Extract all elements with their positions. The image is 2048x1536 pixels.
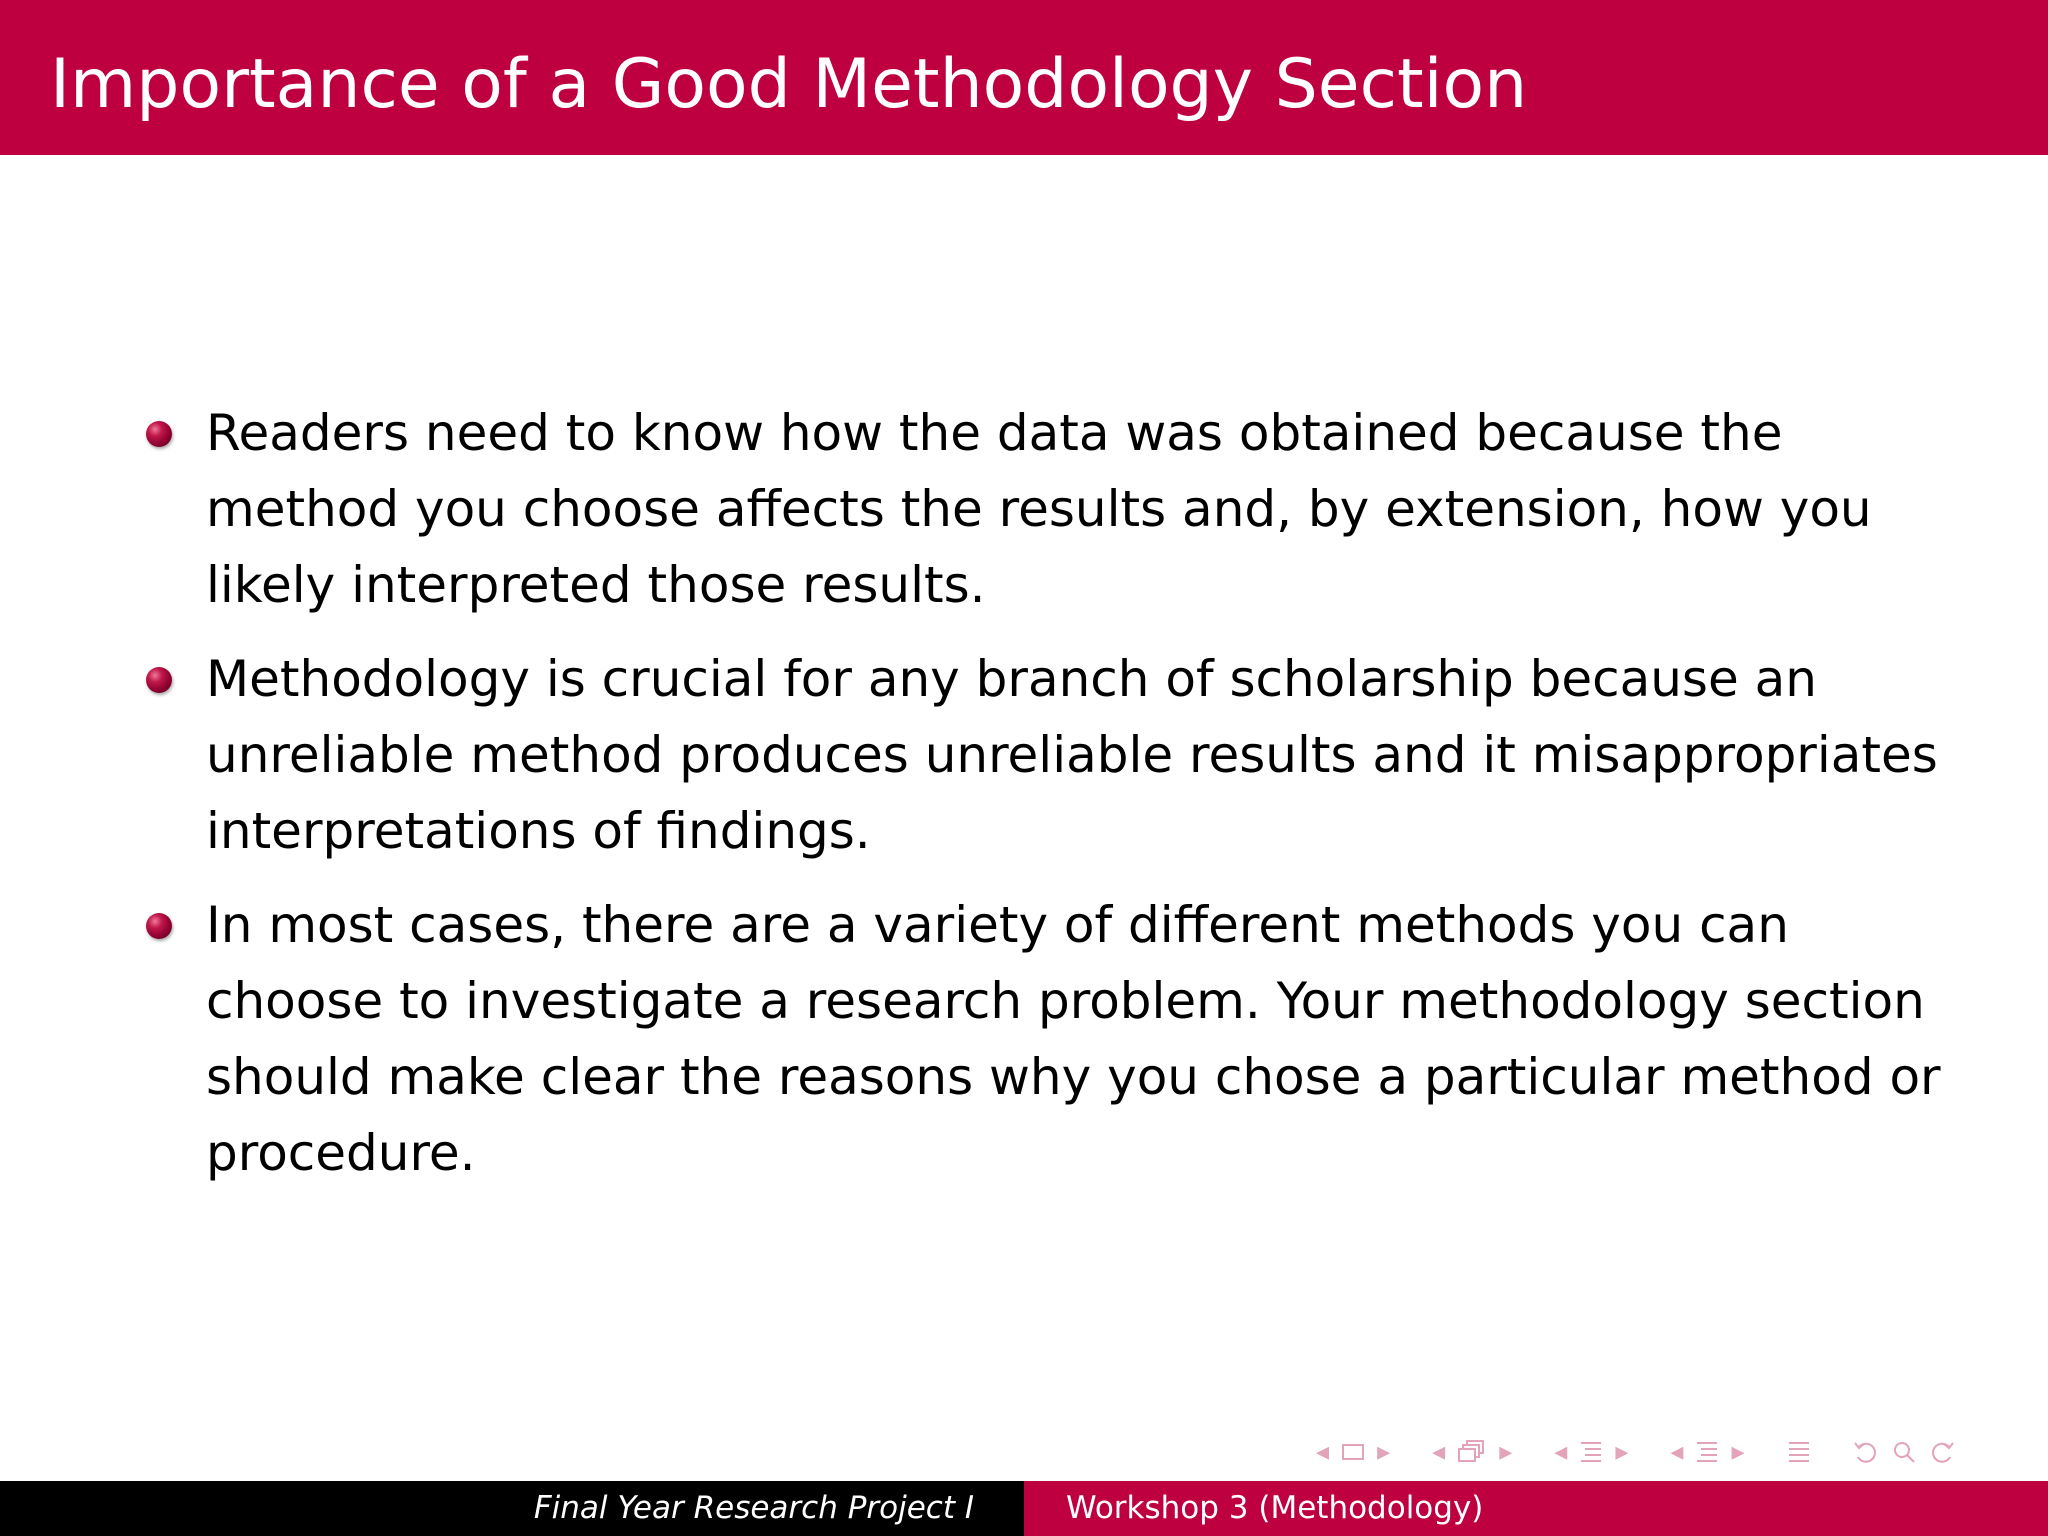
title-bar xyxy=(0,0,2048,155)
nav-section-icon[interactable] xyxy=(1579,1439,1603,1465)
navigation-bar xyxy=(1310,1432,1991,1472)
nav-right-arrow-icon[interactable]: ▸ xyxy=(1731,1437,1745,1467)
nav-left-arrow-icon[interactable]: ◂ xyxy=(1670,1437,1684,1467)
footer xyxy=(0,1481,2048,1536)
bullet-text: Readers need to know how the data was obtained because the method you choose affects the results and, by extension, how you likely interpreted those results. xyxy=(206,404,1872,614)
nav-left-arrow-icon[interactable]: ◂ xyxy=(1432,1437,1446,1467)
nav-subsection-icon[interactable] xyxy=(1457,1439,1487,1465)
slide-content xyxy=(146,395,1976,1209)
bullet-icon xyxy=(146,913,172,939)
nav-left-arrow-icon[interactable]: ◂ xyxy=(1316,1437,1330,1467)
nav-section-group[interactable] xyxy=(1548,1432,1634,1472)
nav-frame-icon[interactable] xyxy=(1341,1442,1365,1462)
nav-forward-icon[interactable] xyxy=(1929,1439,1955,1465)
slide-title: Importance of a Good Methodology Section xyxy=(50,45,1528,124)
nav-right-arrow-icon[interactable]: ▸ xyxy=(1615,1437,1629,1467)
bullet-icon xyxy=(146,667,172,693)
nav-document-group[interactable] xyxy=(1664,1432,1750,1472)
bullet-item xyxy=(146,641,1976,869)
nav-right-arrow-icon[interactable]: ▸ xyxy=(1377,1437,1391,1467)
bullet-text: Methodology is crucial for any branch of scholarship because an unreliable method produces unreliable results and it misappropriates interpretations of findings. xyxy=(206,650,1938,860)
footer-workshop-title: Workshop 3 (Methodology) xyxy=(1024,1481,2048,1536)
nav-back-icon[interactable] xyxy=(1853,1439,1879,1465)
nav-outline-group[interactable] xyxy=(1781,1439,1817,1465)
bullet-text: In most cases, there are a variety of different methods you can choose to investigate a research problem. Your methodology section should make clear the reasons why you chose a particular method or procedure. xyxy=(206,896,1941,1182)
nav-subsection-group[interactable] xyxy=(1426,1432,1518,1472)
nav-frame-group[interactable] xyxy=(1310,1432,1396,1472)
nav-document-icon[interactable] xyxy=(1695,1439,1719,1465)
bullet-icon xyxy=(146,421,172,447)
nav-search-icon[interactable] xyxy=(1891,1439,1917,1465)
bullet-list xyxy=(146,395,1976,1191)
footer-course-title: Final Year Research Project I xyxy=(0,1481,1024,1536)
bullet-item xyxy=(146,395,1976,623)
nav-outline-icon[interactable] xyxy=(1787,1439,1811,1465)
nav-right-arrow-icon[interactable]: ▸ xyxy=(1499,1437,1513,1467)
nav-history-group[interactable] xyxy=(1847,1439,1961,1465)
nav-left-arrow-icon[interactable]: ◂ xyxy=(1554,1437,1568,1467)
bullet-item xyxy=(146,887,1976,1191)
